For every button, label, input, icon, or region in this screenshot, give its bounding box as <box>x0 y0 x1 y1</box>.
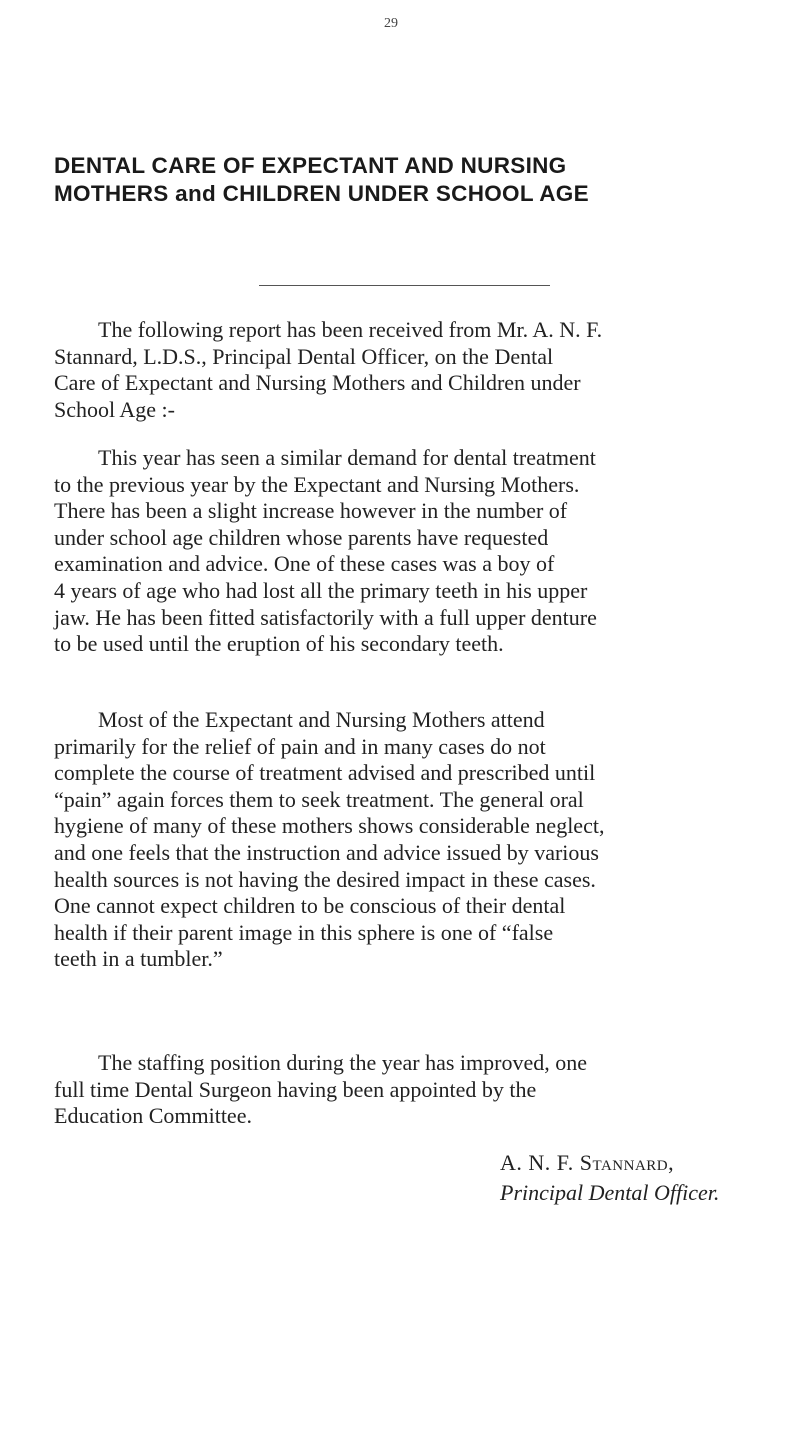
text-line: to the previous year by the Expectant and Nursing Mothers. <box>54 471 580 497</box>
text-line: The following report has been received from Mr. A. N. F. <box>98 317 603 342</box>
signature-block <box>500 1148 719 1208</box>
text-line: There has been a slight increase however in the number of <box>54 498 568 524</box>
signatory-name: A. N. F. Stannard, <box>500 1150 675 1175</box>
heading-line-1: DENTAL CARE OF EXPECTANT AND NURSING <box>54 153 567 178</box>
text-line: This year has seen a similar demand for dental treatment <box>98 445 596 470</box>
text-line: full time Dental Surgeon having been appointed by the <box>54 1076 537 1102</box>
signatory-title: Principal Dental Officer. <box>500 1180 720 1205</box>
text-line: Care of Expectant and Nursing Mothers and Children under <box>54 370 581 396</box>
text-line: under school age children whose parents have requested <box>54 524 549 550</box>
text-line: complete the course of treatment advised and prescribed until <box>54 760 596 786</box>
text-line: and one feels that the instruction and advice issued by various <box>54 839 599 865</box>
text-line: primarily for the relief of pain and in many cases do not <box>54 733 546 759</box>
text-line: “pain” again forces them to seek treatment. The general oral <box>54 786 584 812</box>
text-line: hygiene of many of these mothers shows considerable neglect, <box>54 813 605 839</box>
text-line: to be used until the eruption of his secondary teeth. <box>54 631 504 657</box>
text-line: health sources is not having the desired impact in these cases. <box>54 866 596 892</box>
text-line: health if their parent image in this sphere is one of “false <box>54 919 554 945</box>
text-line: Education Committee. <box>54 1103 252 1129</box>
paragraph-demand <box>54 445 764 658</box>
report-heading <box>54 152 774 208</box>
paragraph-staffing <box>54 1050 764 1130</box>
text-line: School Age :- <box>54 396 175 422</box>
text-line: Stannard, L.D.S., Principal Dental Officer, on the Dental <box>54 343 554 369</box>
page-number: 29 <box>384 16 398 31</box>
text-line: Most of the Expectant and Nursing Mothers attend <box>98 707 545 732</box>
text-line: The staffing position during the year has improved, one <box>98 1050 587 1075</box>
text-line: One cannot expect children to be conscious of their dental <box>54 893 566 919</box>
heading-divider <box>259 285 550 286</box>
text-line: examination and advice. One of these cases was a boy of <box>54 551 555 577</box>
intro-paragraph <box>54 317 764 423</box>
text-line: teeth in a tumbler.” <box>54 946 223 972</box>
text-line: jaw. He has been fitted satisfactorily with a full upper denture <box>54 604 597 630</box>
heading-line-2: MOTHERS and CHILDREN UNDER SCHOOL AGE <box>54 181 589 206</box>
paragraph-mothers <box>54 707 764 973</box>
text-line: 4 years of age who had lost all the primary teeth in his upper <box>54 577 588 603</box>
